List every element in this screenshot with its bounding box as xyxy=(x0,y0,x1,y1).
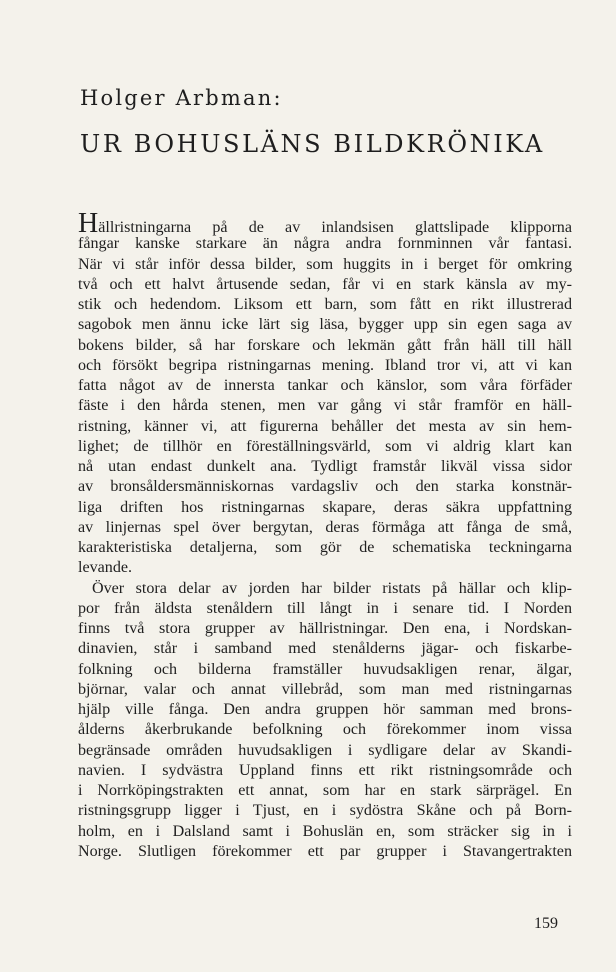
text-line: hjälp ville fånga. Den andra gruppen hör samman med brons- xyxy=(78,701,572,718)
text-line: ristningsgrupp ligger i Tjust, en i sydöstra Skåne och på Born- xyxy=(78,802,572,820)
text-line: två och ett halvt årtusende sedan, får vi en stark känsla av my- xyxy=(78,275,572,293)
text-line: När vi står inför dessa bilder, som huggits in i berget för omkring xyxy=(78,255,572,273)
text-line: finns två stora grupper av hällristningar. Den ena, i Nordskan- xyxy=(78,620,572,637)
text-line xyxy=(78,208,572,239)
text-line-content: ällristningarna på de av inlandsisen glattslipade klipporna xyxy=(98,219,572,236)
text-line: och försökt begripa ristningarnas mening. Ibland tror vi, att vi kan xyxy=(78,356,572,374)
author-heading: Holger Arbman: xyxy=(80,86,283,110)
drop-cap: H xyxy=(78,208,99,239)
text-line: bokens bilder, så har forskare och lekmän gått från häll till häll xyxy=(78,336,572,354)
text-line: nå utan endast dunkelt ana. Tydligt framstår likväl vissa sidor xyxy=(78,458,572,475)
text-line: begränsade områden huvudsakligen i sydligare delar av Skandi- xyxy=(78,741,572,759)
paragraph-1 xyxy=(78,208,572,579)
text-line: dinavien, står i samband med stenålderns jägar- och fiskarbe- xyxy=(78,640,572,658)
text-line: ristning, känner vi, att figurerna behåller det mesta av sin hem- xyxy=(78,417,572,435)
text-line: av linjernas spel över bergytan, deras förmåga att fånga de små, xyxy=(78,518,572,536)
text-line: holm, en i Dalsland samt i Bohuslän en, som sträcker sig in i xyxy=(78,822,572,840)
text-line: liga driften hos ristningarnas skapare, deras säkra uppfattning xyxy=(78,498,572,516)
text-line: av bronsåldersmänniskornas vardagsliv och den starka konstnär- xyxy=(78,478,572,496)
text-line: karakteristiska detaljerna, som gör de schematiska teckningarna xyxy=(78,539,572,556)
text-line: ålderns åkerbrukande befolkning och förekommer inom vissa xyxy=(78,721,572,739)
text-line: Norge. Slutligen förekommer ett par grupper i Stavangertrakten xyxy=(78,842,572,860)
text-line: fångar kanske starkare än några andra fornminnen vår fantasi. xyxy=(78,235,572,253)
text-line: lighet; de tillhör en föreställningsvärld, som vi aldrig klart kan xyxy=(78,437,572,455)
text-line: sagobok men ännu icke lärt sig läsa, bygger upp sin egen saga av xyxy=(78,316,572,334)
article-body xyxy=(78,208,572,862)
text-line: levande. xyxy=(78,559,133,577)
page-number: 159 xyxy=(534,915,558,932)
text-line: folkning och bilderna framställer huvudsakligen renar, älgar, xyxy=(78,660,572,678)
text-line: i Norrköpingstrakten ett annat, som har en stark särprägel. En xyxy=(78,782,572,799)
text-line: navien. I sydvästra Uppland finns ett rikt ristningsområde och xyxy=(78,761,572,779)
text-line: stik och hedendom. Liksom ett barn, som fått en rikt illustrerad xyxy=(78,296,572,313)
article-title: UR BOHUSLÄNS BILDKRÖNIKA xyxy=(80,130,545,158)
text-line: fatta något av de innersta tankar och känslor, som våra förfäder xyxy=(78,377,572,394)
text-line: Över stora delar av jorden har bilder ristats på hällar och klip- xyxy=(92,579,572,597)
text-line: fäste i den hårda stenen, men var gång vi står framför en häll- xyxy=(78,397,572,415)
paragraph-2 xyxy=(78,579,572,863)
text-line: por från äldsta stenåldern till långt in i senare tid. I Norden xyxy=(78,599,572,617)
text-line: björnar, valar och annat villebråd, som man med ristningarnas xyxy=(78,680,572,698)
